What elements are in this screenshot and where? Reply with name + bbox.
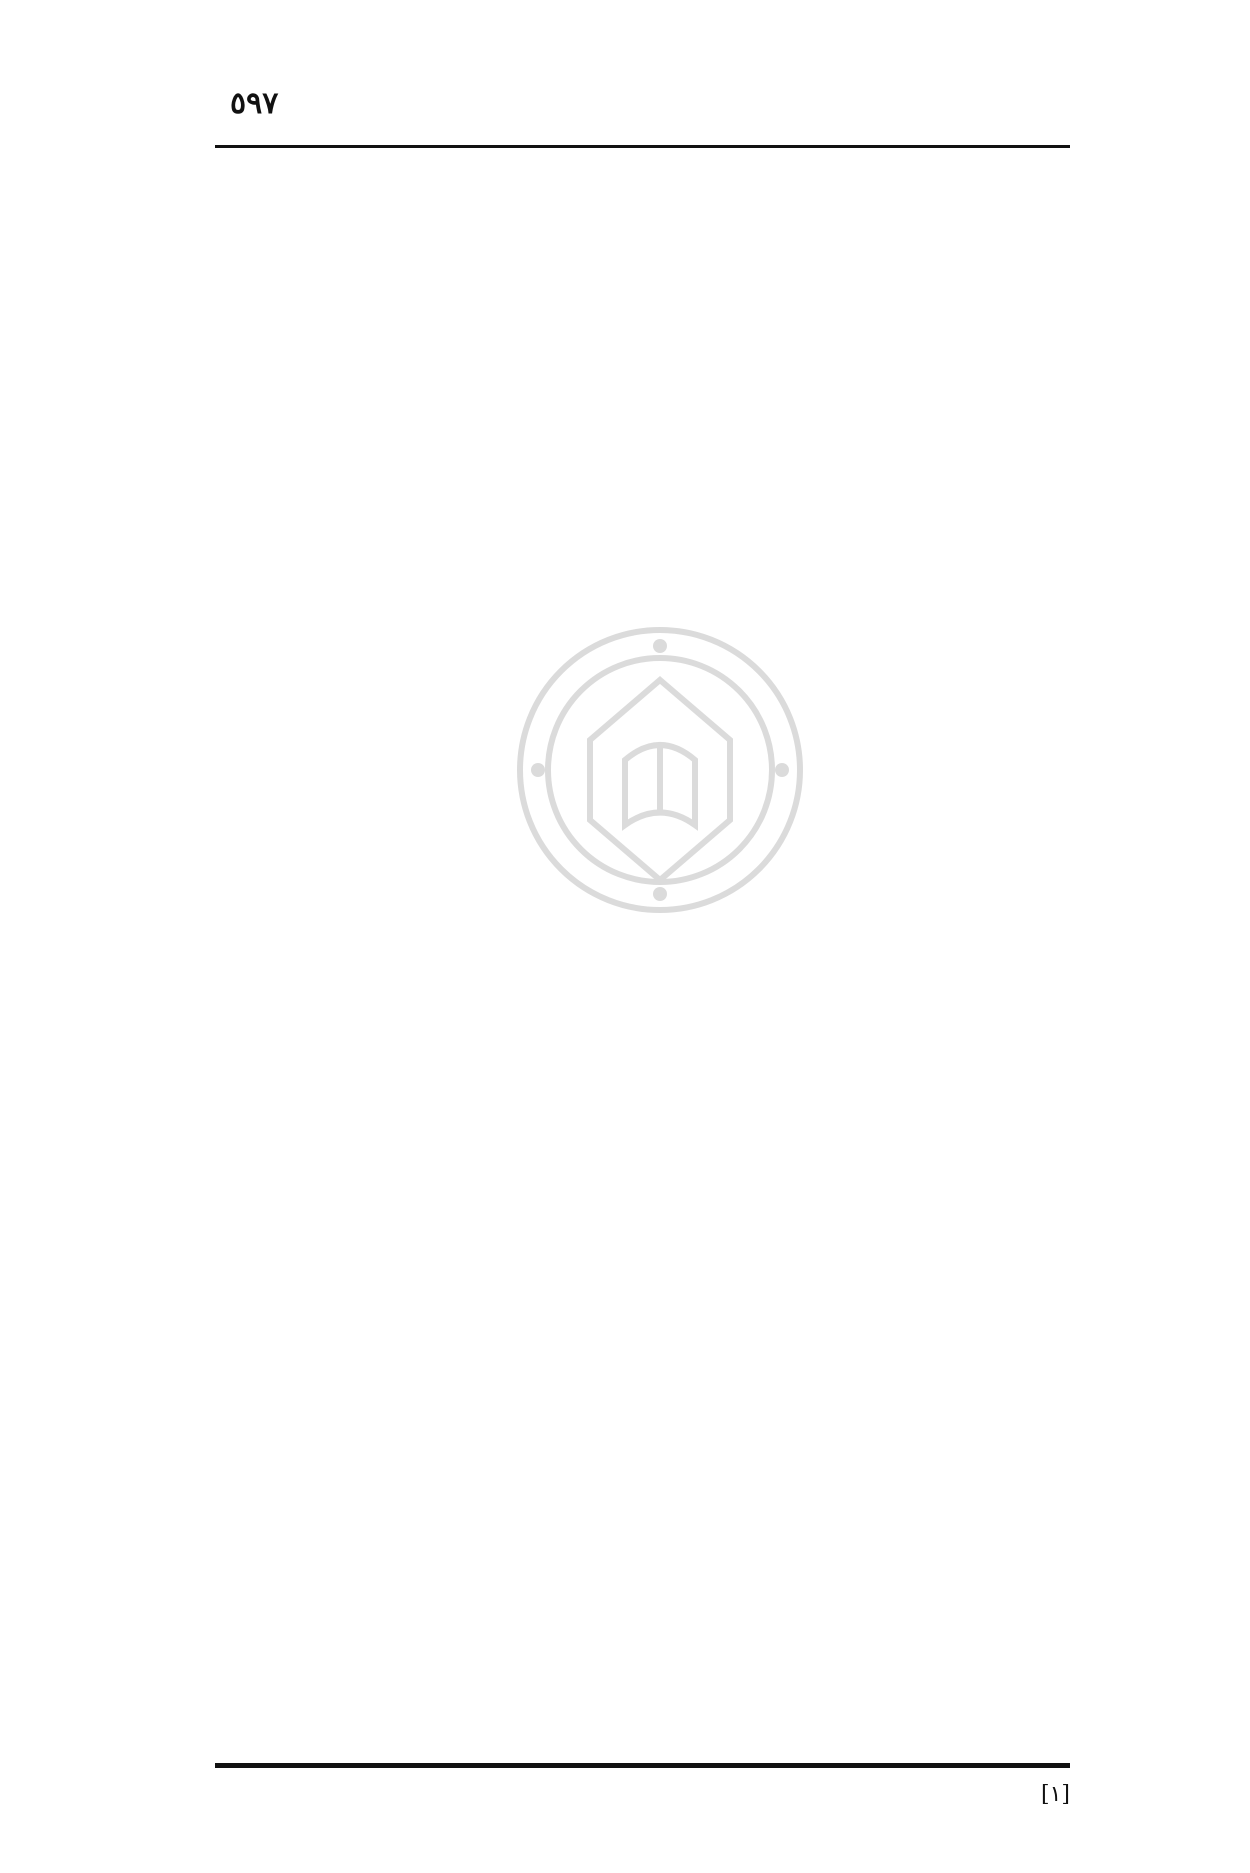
text-line [215, 433, 1070, 490]
text-line [215, 941, 1070, 998]
text-line [215, 1676, 1070, 1733]
text-line [215, 998, 1070, 1055]
text-line [215, 1111, 1070, 1168]
text-line [215, 489, 1070, 546]
text-line [215, 828, 1070, 885]
text-line [215, 602, 1070, 659]
text-line [215, 885, 1070, 942]
text-line [215, 1280, 1070, 1337]
text-line [215, 1054, 1070, 1111]
text-line [215, 1450, 1070, 1507]
footnote-line [215, 1815, 1070, 1855]
text-line [215, 1393, 1070, 1450]
footnote-marker: [١] [1040, 1782, 1070, 1807]
text-line [215, 320, 1070, 377]
footnotes [215, 1775, 1070, 1855]
text-line [215, 1619, 1070, 1676]
text-line [215, 1506, 1070, 1563]
text-line [215, 1167, 1070, 1224]
page-number: ٥٩٧ [230, 86, 279, 121]
page-header [210, 78, 1070, 138]
text-line [215, 546, 1070, 603]
text-line [215, 1224, 1070, 1281]
footnote-line [215, 1775, 1070, 1815]
text-line [215, 772, 1070, 829]
text-line [215, 150, 1070, 207]
footnote-rule [215, 1763, 1070, 1768]
text-line [215, 715, 1070, 772]
text-line [215, 263, 1070, 320]
header-rule [215, 145, 1070, 148]
text-line [215, 659, 1070, 716]
body-text [215, 150, 1070, 1732]
text-line [215, 1337, 1070, 1394]
text-line [215, 376, 1070, 433]
text-line [215, 207, 1070, 264]
text-line [215, 1563, 1070, 1620]
